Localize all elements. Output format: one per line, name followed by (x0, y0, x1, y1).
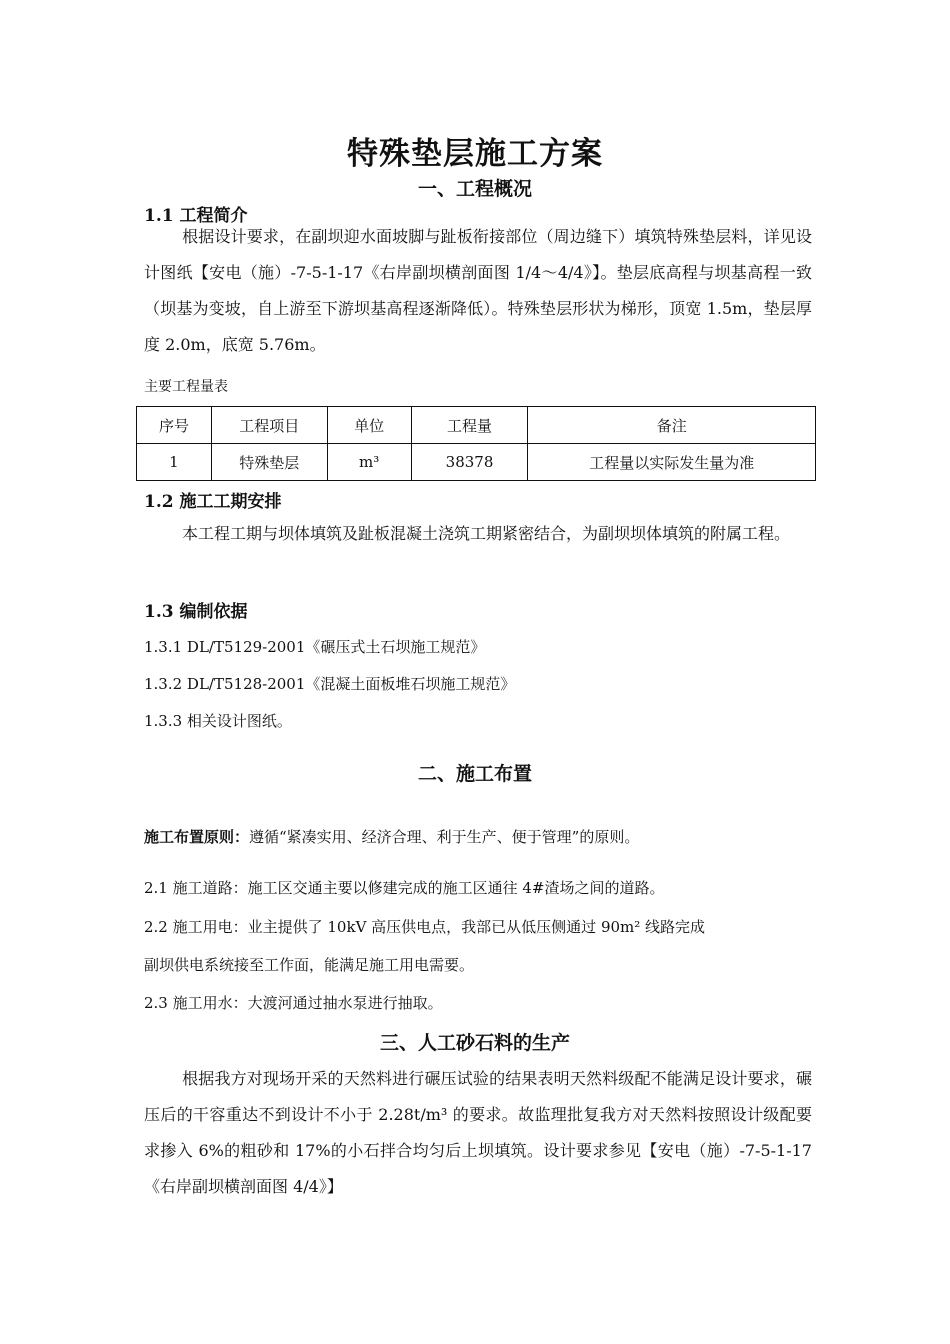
reference-item: 1.3.2 DL/T5128-2001《混凝土面板堆石坝施工规范》 (144, 675, 516, 693)
section-1-2-paragraph (144, 516, 812, 552)
item-2-3: 2.3 施工用水：大渡河通过抽水泵进行抽取。 (144, 994, 443, 1012)
table-header-row (137, 407, 816, 444)
section-1-3-heading: 1.3 编制依据 (144, 602, 248, 622)
section3-heading: 三、人工砂石料的生产 (379, 1032, 570, 1054)
principle-text: 遵循“紧凑实用、经济合理、利于生产、便于管理”的原则。 (249, 828, 640, 846)
section-1-1-heading: 1.1 工程简介 (144, 206, 248, 226)
principle-label: 施工布置原则： (144, 828, 250, 846)
item-2-1: 2.1 施工道路：施工区交通主要以修建完成的施工区通往 4#渣场之间的道路。 (144, 879, 665, 897)
section-1-1-text: 根据设计要求，在副坝迎水面坡脚与趾板衔接部位（周边缝下）填筑特殊垫层料，详见设计图纸【安电（施）-7-5-1-17《右岸副坝横剖面图 1/4～4/4》】。垫层底高程与坝基高程一致（坝基为变坡，自上游至下游坝基高程逐渐降低）。特殊垫层形状为梯形，顶宽 1.5m，垫层厚度 2.0m，底宽 5.76m。 (144, 227, 812, 354)
table-header-cell: 工程项目 (211, 407, 327, 444)
section1-heading: 一、工程概况 (417, 178, 532, 200)
section2-heading: 二、施工布置 (417, 763, 532, 785)
reference-item: 1.3.1 DL/T5129-2001《碾压式土石坝施工规范》 (144, 638, 486, 656)
table-caption: 主要工程量表 (144, 379, 228, 395)
table-header-cell: 序号 (137, 407, 212, 444)
section-1-1-paragraph (144, 219, 812, 363)
document-title: 特殊垫层施工方案 (347, 136, 603, 172)
table-cell: 1 (137, 444, 212, 481)
item-2-2-line2: 副坝供电系统接至工作面，能满足施工用电需要。 (144, 956, 475, 974)
item-2-2-line1: 2.2 施工用电：业主提供了 10kV 高压供电点，我部已从低压侧通过 90m² 线路完成 (144, 918, 706, 936)
table-cell: 特殊垫层 (211, 444, 327, 481)
section3-text: 根据我方对现场开采的天然料进行碾压试验的结果表明天然料级配不能满足设计要求，碾压后的干容重达不到设计不小于 2.28t/m³ 的要求。故监理批复我方对天然料按照设计级配要求掺入 6%的粗砂和 17%的小石拌合均匀后上坝填筑。设计要求参见【安电（施）-7-5-1-17《右岸副坝横剖面图 4/4》】 (144, 1069, 812, 1196)
layout-principle (144, 826, 639, 847)
table-cell: 工程量以实际发生量为准 (528, 444, 816, 481)
section3-paragraph (144, 1061, 812, 1205)
table-header-cell: 备注 (528, 407, 816, 444)
section-1-2-text: 本工程工期与坝体填筑及趾板混凝土浇筑工期紧密结合，为副坝坝体填筑的附属工程。 (182, 524, 791, 543)
table-header-cell: 工程量 (411, 407, 528, 444)
table-header-cell: 单位 (327, 407, 411, 444)
quantity-table (136, 406, 816, 481)
table-cell: 38378 (411, 444, 528, 481)
table-row (137, 444, 816, 481)
section-1-2-heading: 1.2 施工工期安排 (144, 492, 282, 512)
reference-item: 1.3.3 相关设计图纸。 (144, 712, 292, 730)
table-cell: m³ (327, 444, 411, 481)
